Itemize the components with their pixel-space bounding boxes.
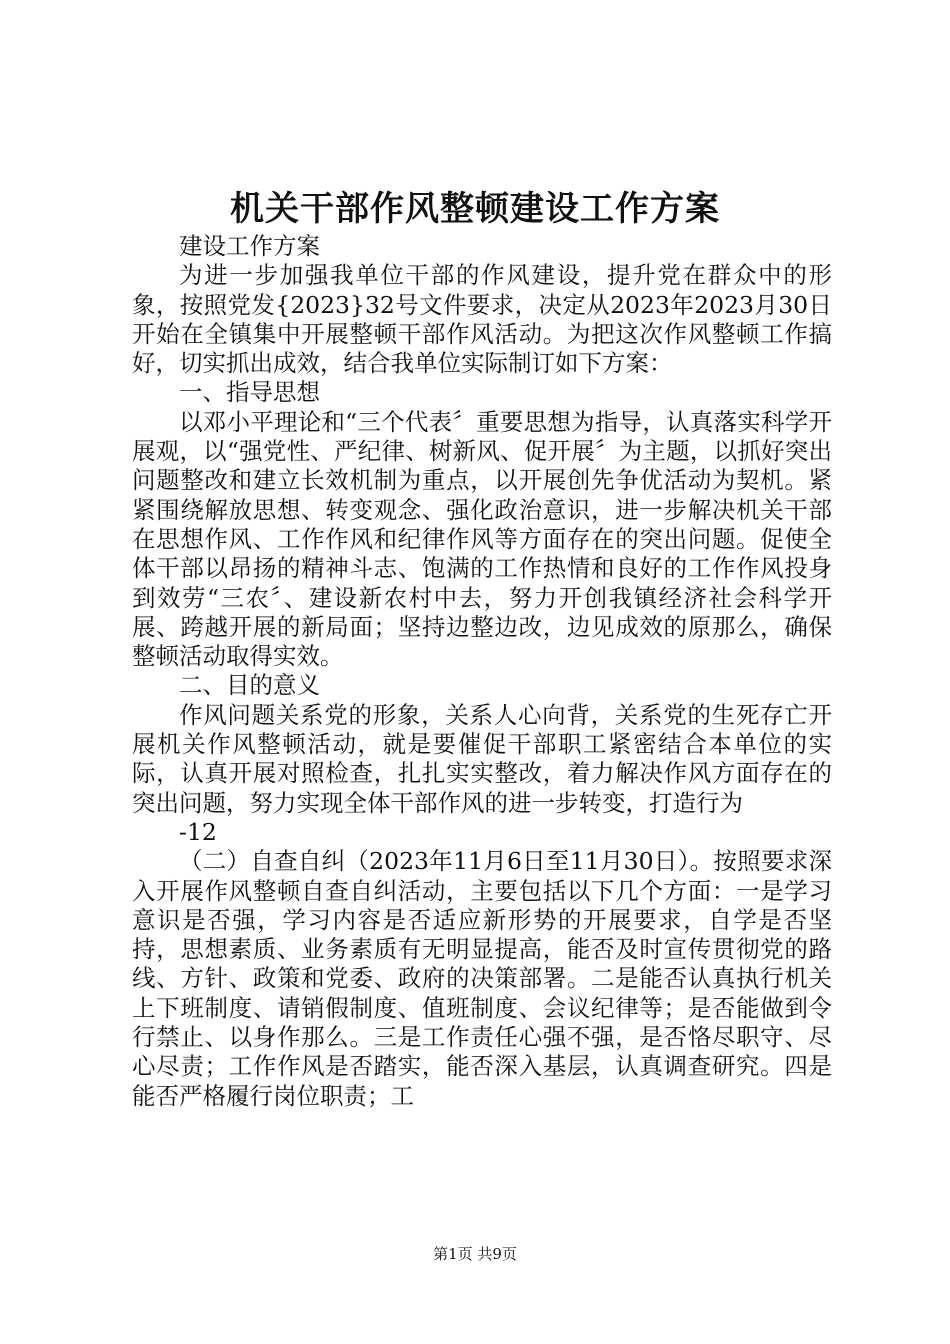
paragraph-subtitle: 建设工作方案 xyxy=(179,232,320,260)
document-title: 机关干部作风整顿建设工作方案 xyxy=(230,189,720,229)
document-body xyxy=(132,232,832,1111)
page-footer: 第1页 共9页 xyxy=(433,1245,517,1263)
paragraph-page-marker: -12 xyxy=(179,817,217,846)
paragraph-guiding-ideology: 以邓小平理论和“三个代表〞重要思想为指导，认真落实科学开展观，以“强党性、严纪律、树新风、促开展〞为主题，以抓好突出问题整改和建立长效机制为重点，以开展创先争优活动为契机。紧紧围绕解放思想、转变观念、强化政治意识，进一步解决机关干部在思想作风、工作作风和纪律作风等方面存在的突出问题。促使全体干部以昂扬的精神斗志、饱满的工作热情和良好的工作作风投身到效劳“三农〞、建设新农村中去，努力开创我镇经济社会科学开展、跨越开展的新局面；坚持边整边改，边见成效的原那么，确保整顿活动取得实效。 xyxy=(132,407,832,671)
section-heading-purpose: 二、目的意义 xyxy=(179,671,320,700)
paragraph-intro: 为进一步加强我单位干部的作风建设，提升党在群众中的形象，按照党发{2023}32号文件要求，决定从2023年2023月30日开始在全镇集中开展整顿干部作风活动。为把这次作风整顿工作搞好，切实抓出成效，结合我单位实际制订如下方案： xyxy=(132,261,832,378)
paragraph-self-check: （二）自查自纠（2023年11月6日至11月30日）。按照要求深入开展作风整顿自查自纠活动，主要包括以下几个方面：一是学习意识是否强，学习内容是否适应新形势的开展要求，自学是否坚持，思想素质、业务素质有无明显提高，能否及时宣传贯彻党的路线、方针、政策和党委、政府的决策部署。二是能否认真执行机关上下班制度、请销假制度、值班制度、会议纪律等；是否能做到令行禁止、以身作那么。三是工作责任心强不强，是否恪尽职守、尽心尽责；工作作风是否踏实，能否深入基层，认真调查研究。四是能否严格履行岗位职责；工 xyxy=(132,847,832,1110)
section-heading-guiding-ideology: 一、指导思想 xyxy=(179,378,320,407)
paragraph-purpose: 作风问题关系党的形象，关系人心向背，关系党的生死存亡开展机关作风整顿活动，就是要催促干部职工紧密结合本单位的实际，认真开展对照检查，扎扎实实整改，着力解决作风方面存在的突出问题，努力实现全体干部作风的进一步转变，打造行为 xyxy=(132,700,832,817)
